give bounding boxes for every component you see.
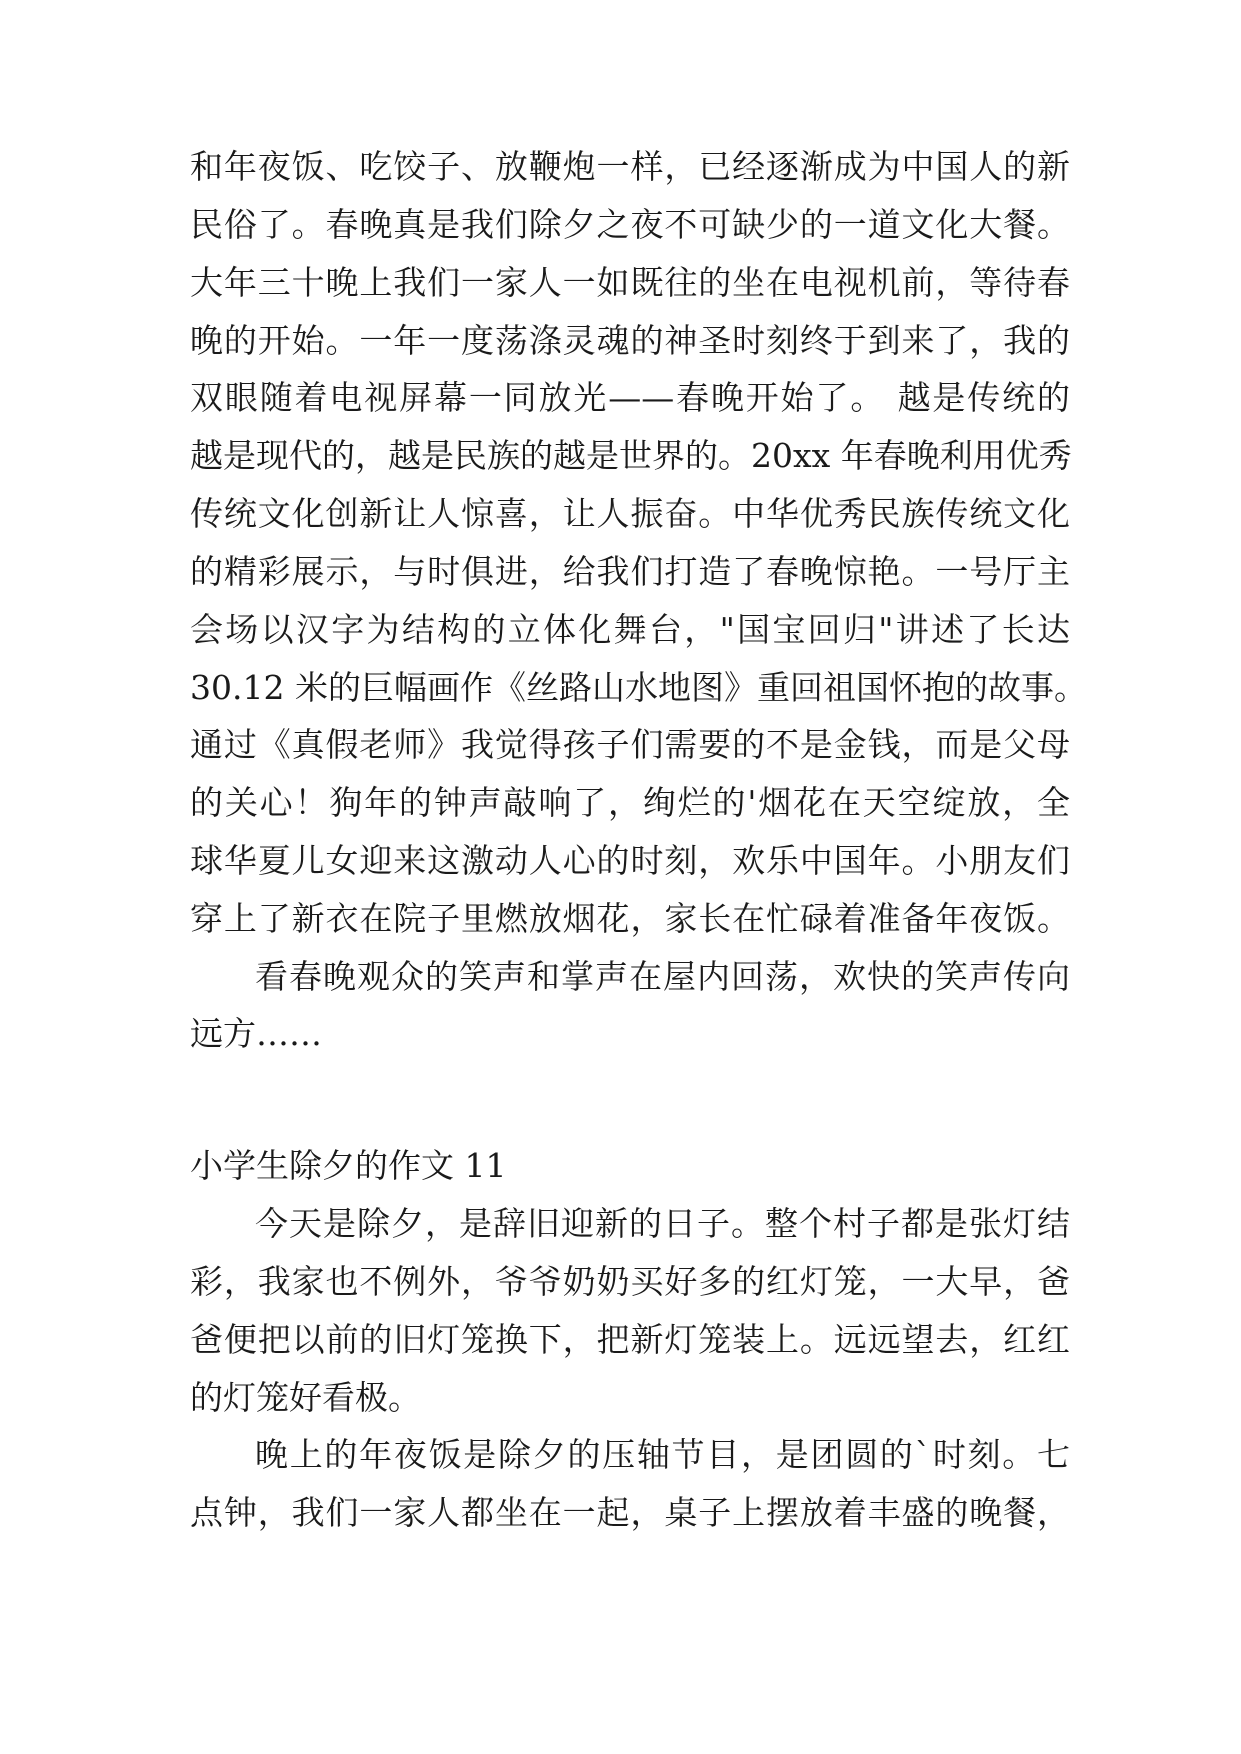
text-line: 大年三十晚上我们一家人一如既往的坐在电视机前，等待春 xyxy=(190,263,1070,302)
text-line: 传统文化创新让人惊喜，让人振奋。中华优秀民族传统文化 xyxy=(190,494,1070,533)
text-line: 晚的开始。一年一度荡涤灵魂的神圣时刻终于到来了，我的 xyxy=(190,321,1070,360)
text-line: 的灯笼好看极。 xyxy=(190,1378,421,1417)
text-line: 点钟，我们一家人都坐在一起，桌子上摆放着丰盛的晚餐， xyxy=(190,1493,1070,1532)
text-line: 的精彩展示，与时俱进，给我们打造了春晚惊艳。一号厅主 xyxy=(190,552,1070,591)
text-line: 双眼随着电视屏幕一同放光——春晚开始了。 越是传统的 xyxy=(190,378,1070,417)
text-line: 今天是除夕，是辞旧迎新的日子。整个村子都是张灯结 xyxy=(255,1204,1070,1243)
text-line: 越是现代的，越是民族的越是世界的。20xx 年春晚利用优秀 xyxy=(190,436,1072,475)
text-line: 爸便把以前的旧灯笼换下，把新灯笼装上。远远望去，红红 xyxy=(190,1320,1070,1359)
text-line: 会场以汉字为结构的立体化舞台，"国宝回归"讲述了长达 xyxy=(190,610,1070,649)
text-line: 远方…… xyxy=(190,1014,322,1053)
text-line: 晚上的年夜饭是除夕的压轴节目，是团圆的`时刻。七 xyxy=(255,1435,1070,1474)
text-line: 穿上了新衣在院子里燃放烟花，家长在忙碌着准备年夜饭。 xyxy=(190,899,1070,938)
text-line: 通过《真假老师》我觉得孩子们需要的不是金钱，而是父母 xyxy=(190,725,1070,764)
text-line: 民俗了。春晚真是我们除夕之夜不可缺少的一道文化大餐。 xyxy=(190,205,1070,244)
section-title: 小学生除夕的作文 11 xyxy=(190,1146,507,1185)
text-line: 球华夏儿女迎来这激动人心的时刻，欢乐中国年。小朋友们 xyxy=(190,841,1070,880)
text-line: 和年夜饭、吃饺子、放鞭炮一样，已经逐渐成为中国人的新 xyxy=(190,147,1070,186)
text-line: 看春晚观众的笑声和掌声在屋内回荡，欢快的笑声传向 xyxy=(255,957,1070,996)
text-line: 彩，我家也不例外，爷爷奶奶买好多的红灯笼，一大早，爸 xyxy=(190,1262,1070,1301)
text-line: 的关心！狗年的钟声敲响了，绚烂的'烟花在天空绽放，全 xyxy=(190,783,1070,822)
text-line: 30.12 米的巨幅画作《丝路山水地图》重回祖国怀抱的故事。 xyxy=(190,668,1087,707)
